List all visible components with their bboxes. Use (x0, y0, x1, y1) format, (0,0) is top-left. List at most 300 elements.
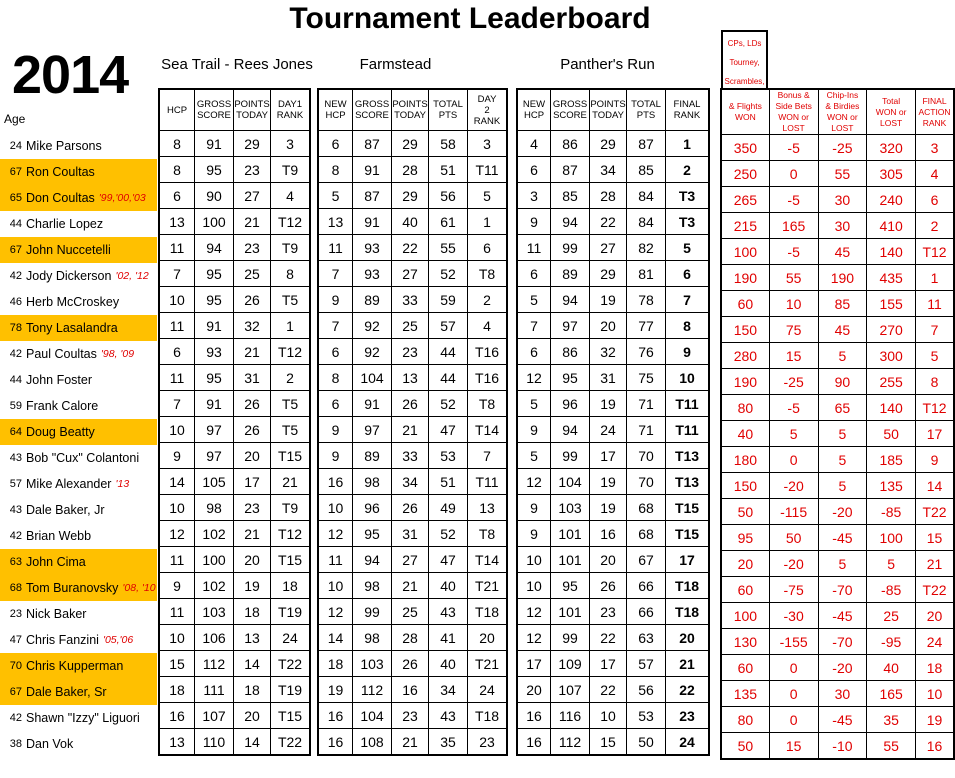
cell-d3-gross: 95 (551, 365, 590, 391)
cell-d3-points: 10 (590, 703, 627, 729)
money-row (721, 577, 954, 603)
cell-d2-gross: 92 (353, 339, 392, 365)
player-name: Chris Fanzini (26, 633, 99, 647)
cell-d3-gross: 101 (551, 547, 590, 573)
cell-d1-hcp: 10 (159, 287, 195, 313)
money-cps-header-ext (721, 30, 768, 88)
cell-d3-gross: 94 (551, 209, 590, 235)
age-column-label: Age (4, 112, 26, 126)
cell-d2-total: 58 (429, 131, 468, 157)
cell-d2-hcp: 9 (318, 417, 353, 443)
d3-gross-header: GROSS SCORE (551, 89, 590, 131)
cell-d3-points: 20 (590, 313, 627, 339)
cell-d2-hcp: 13 (318, 209, 353, 235)
cell-d1-points: 14 (234, 729, 271, 756)
score-row (517, 183, 709, 209)
cell-money-bonus: 75 (769, 317, 818, 343)
cell-d1-hcp: 13 (159, 729, 195, 756)
cell-d2-points: 26 (392, 391, 429, 417)
cell-d2-points: 29 (392, 183, 429, 209)
player-age: 44 (9, 374, 22, 386)
cell-d3-hcp: 12 (517, 599, 551, 625)
player-age: 23 (9, 608, 22, 620)
cell-money-final: 16 (916, 733, 954, 760)
score-row (517, 521, 709, 547)
cell-money-total: 25 (867, 603, 916, 629)
d1-gross-header: GROSS SCORE (195, 89, 234, 131)
cell-money-total: 50 (867, 421, 916, 447)
player-row (0, 523, 157, 549)
cell-d2-rank: 5 (468, 183, 508, 209)
cell-d2-rank: 7 (468, 443, 508, 469)
player-row (0, 133, 157, 159)
player-age: 42 (9, 348, 22, 360)
score-row (318, 131, 507, 157)
cell-d1-gross: 112 (195, 651, 234, 677)
money-row (721, 525, 954, 551)
cell-d2-gross: 98 (353, 469, 392, 495)
cell-money-chip: 5 (818, 447, 867, 473)
cell-money-chip: 190 (818, 265, 867, 291)
score-row (159, 287, 310, 313)
money-row (721, 135, 954, 161)
score-row (318, 599, 507, 625)
cell-money-total: 270 (867, 317, 916, 343)
cell-money-total: 140 (867, 395, 916, 421)
cell-money-final: 11 (916, 291, 954, 317)
player-name: Dale Baker, Sr (26, 685, 107, 699)
cell-d3-total: 87 (627, 131, 666, 157)
cell-money-final: 5 (916, 343, 954, 369)
cell-d1-gross: 90 (195, 183, 234, 209)
cell-money-chip: 30 (818, 213, 867, 239)
cell-d3-hcp: 5 (517, 287, 551, 313)
score-row (318, 625, 507, 651)
cell-d1-hcp: 15 (159, 651, 195, 677)
score-row (318, 677, 507, 703)
cell-d2-rank: T21 (468, 573, 508, 599)
player-name: Brian Webb (26, 529, 92, 543)
cell-d3-points: 19 (590, 495, 627, 521)
cell-d2-rank: T16 (468, 339, 508, 365)
cell-d1-rank: T19 (271, 599, 311, 625)
cell-d2-hcp: 6 (318, 131, 353, 157)
player-age: 42 (9, 270, 22, 282)
score-row (318, 209, 507, 235)
cell-d1-gross: 107 (195, 703, 234, 729)
cell-d1-hcp: 11 (159, 365, 195, 391)
day1-table (158, 88, 311, 756)
cell-d2-gross: 89 (353, 443, 392, 469)
cell-d2-points: 21 (392, 573, 429, 599)
cell-d3-points: 23 (590, 599, 627, 625)
player-age: 46 (9, 296, 22, 308)
cell-money-final: 24 (916, 629, 954, 655)
player-name: Chris Kupperman (26, 659, 124, 673)
cell-d3-rank: T15 (666, 495, 710, 521)
score-row (159, 183, 310, 209)
player-name: John Cima (26, 555, 86, 569)
score-row (159, 521, 310, 547)
cell-d2-hcp: 16 (318, 703, 353, 729)
player-name: Mike Parsons (26, 139, 102, 153)
score-row (159, 599, 310, 625)
score-row (318, 443, 507, 469)
score-row (318, 417, 507, 443)
cell-d2-total: 35 (429, 729, 468, 756)
cell-money-bonus: 15 (769, 733, 818, 760)
cell-d3-points: 15 (590, 729, 627, 756)
score-row (517, 495, 709, 521)
cell-d1-gross: 97 (195, 417, 234, 443)
cell-d2-points: 34 (392, 469, 429, 495)
player-row (0, 315, 157, 341)
cell-d2-total: 40 (429, 651, 468, 677)
cell-money-chip: 45 (818, 317, 867, 343)
cell-money-final: T22 (916, 577, 954, 603)
cell-d1-gross: 95 (195, 365, 234, 391)
player-age: 65 (9, 192, 22, 204)
cell-money-bonus: -5 (769, 395, 818, 421)
score-row (318, 703, 507, 729)
cell-d2-gross: 99 (353, 599, 392, 625)
score-row (517, 313, 709, 339)
cell-d3-total: 57 (627, 651, 666, 677)
player-name: Dale Baker, Jr (26, 503, 105, 517)
cell-money-cps: 50 (721, 733, 769, 760)
cell-d2-gross: 98 (353, 625, 392, 651)
cell-d3-hcp: 7 (517, 313, 551, 339)
cell-money-final: 6 (916, 187, 954, 213)
player-age: 42 (9, 712, 22, 724)
player-row (0, 341, 157, 367)
cell-d2-total: 44 (429, 339, 468, 365)
cell-d2-points: 27 (392, 547, 429, 573)
money-row (721, 421, 954, 447)
money-cps-header: & Flights WON (721, 89, 769, 135)
score-row (517, 547, 709, 573)
cell-d3-rank: 2 (666, 157, 710, 183)
cell-money-bonus: -25 (769, 369, 818, 395)
cell-d1-rank: T22 (271, 729, 311, 756)
cell-money-bonus: 0 (769, 161, 818, 187)
money-row (721, 551, 954, 577)
player-past-wins: '13 (115, 478, 130, 490)
player-name: Dan Vok (26, 737, 74, 751)
cell-d2-gross: 96 (353, 495, 392, 521)
cell-money-cps: 280 (721, 343, 769, 369)
cell-d1-points: 18 (234, 677, 271, 703)
player-row (0, 705, 157, 731)
score-row (318, 469, 507, 495)
cell-d1-rank: T9 (271, 495, 311, 521)
cell-d3-hcp: 6 (517, 261, 551, 287)
cell-d1-points: 21 (234, 209, 271, 235)
cell-d3-hcp: 10 (517, 573, 551, 599)
cell-money-total: 240 (867, 187, 916, 213)
score-row (159, 157, 310, 183)
cell-money-cps: 80 (721, 707, 769, 733)
cell-d1-gross: 105 (195, 469, 234, 495)
cell-d2-rank: T8 (468, 391, 508, 417)
cell-d2-points: 27 (392, 261, 429, 287)
cell-d1-points: 27 (234, 183, 271, 209)
cell-money-cps: 20 (721, 551, 769, 577)
cell-d2-rank: T8 (468, 521, 508, 547)
cell-d3-points: 31 (590, 365, 627, 391)
cell-d1-points: 26 (234, 287, 271, 313)
cell-d2-points: 25 (392, 313, 429, 339)
cell-d1-hcp: 9 (159, 443, 195, 469)
score-row (517, 131, 709, 157)
money-row (721, 291, 954, 317)
cell-money-final: 4 (916, 161, 954, 187)
cell-d3-gross: 104 (551, 469, 590, 495)
d1-rank-header: DAY1 RANK (271, 89, 311, 131)
cell-d1-hcp: 10 (159, 417, 195, 443)
cell-money-bonus: -115 (769, 499, 818, 525)
cell-d2-total: 61 (429, 209, 468, 235)
player-row (0, 445, 157, 471)
player-age: 24 (9, 140, 22, 152)
cell-d3-gross: 86 (551, 131, 590, 157)
cell-d3-total: 85 (627, 157, 666, 183)
cell-d2-total: 55 (429, 235, 468, 261)
cell-d3-hcp: 3 (517, 183, 551, 209)
cell-money-total: 305 (867, 161, 916, 187)
cell-d3-points: 20 (590, 547, 627, 573)
cell-d1-rank: T12 (271, 339, 311, 365)
cell-d2-total: 47 (429, 417, 468, 443)
cell-d3-points: 29 (590, 131, 627, 157)
cell-d3-gross: 101 (551, 521, 590, 547)
cell-money-total: 185 (867, 447, 916, 473)
money-row (721, 369, 954, 395)
cell-money-cps: 95 (721, 525, 769, 551)
score-row (517, 287, 709, 313)
cell-d2-gross: 108 (353, 729, 392, 756)
player-age: 47 (9, 634, 22, 646)
score-row (318, 573, 507, 599)
score-row (159, 417, 310, 443)
cell-d1-rank: T5 (271, 391, 311, 417)
player-age: 67 (9, 686, 22, 698)
cell-money-total: 35 (867, 707, 916, 733)
cell-d2-hcp: 7 (318, 261, 353, 287)
player-name: Herb McCroskey (26, 295, 120, 309)
cell-d1-points: 23 (234, 235, 271, 261)
cell-money-cps: 100 (721, 239, 769, 265)
cell-d3-gross: 99 (551, 625, 590, 651)
cell-money-chip: -20 (818, 499, 867, 525)
player-name: Jody Dickerson (26, 269, 112, 283)
money-row (721, 187, 954, 213)
cell-d2-total: 51 (429, 469, 468, 495)
d3-total-header: TOTAL PTS (627, 89, 666, 131)
cell-d3-gross: 112 (551, 729, 590, 756)
player-name: John Foster (26, 373, 93, 387)
cell-money-chip: 5 (818, 473, 867, 499)
cell-d2-points: 23 (392, 339, 429, 365)
cell-d1-rank: T9 (271, 235, 311, 261)
player-row (0, 159, 157, 185)
cell-d1-points: 32 (234, 313, 271, 339)
cell-d3-hcp: 4 (517, 131, 551, 157)
player-name: Mike Alexander (26, 477, 112, 491)
cell-money-total: 410 (867, 213, 916, 239)
cell-d3-rank: 23 (666, 703, 710, 729)
cell-d2-rank: T14 (468, 547, 508, 573)
cell-d3-points: 22 (590, 677, 627, 703)
cell-d1-rank: T15 (271, 443, 311, 469)
score-row (159, 703, 310, 729)
money-row (721, 681, 954, 707)
player-row (0, 263, 157, 289)
cell-d1-hcp: 6 (159, 339, 195, 365)
cell-d1-gross: 100 (195, 209, 234, 235)
cell-d2-hcp: 12 (318, 599, 353, 625)
player-row (0, 627, 157, 653)
cell-d2-rank: 13 (468, 495, 508, 521)
cell-d3-rank: 20 (666, 625, 710, 651)
cell-money-chip: -70 (818, 629, 867, 655)
cell-d3-hcp: 9 (517, 417, 551, 443)
cell-d3-total: 75 (627, 365, 666, 391)
cell-d2-total: 57 (429, 313, 468, 339)
cell-money-final: 20 (916, 603, 954, 629)
cell-d2-total: 43 (429, 703, 468, 729)
cell-money-cps: 250 (721, 161, 769, 187)
cell-money-total: -95 (867, 629, 916, 655)
cell-money-chip: 5 (818, 343, 867, 369)
cell-d1-hcp: 13 (159, 209, 195, 235)
cell-d3-rank: T11 (666, 417, 710, 443)
score-row (159, 235, 310, 261)
cell-money-final: T22 (916, 499, 954, 525)
cell-d1-rank: T19 (271, 677, 311, 703)
cell-d1-rank: 21 (271, 469, 311, 495)
player-age: 67 (9, 244, 22, 256)
cell-d2-hcp: 16 (318, 729, 353, 756)
cell-d3-gross: 89 (551, 261, 590, 287)
cell-money-total: 300 (867, 343, 916, 369)
cell-money-final: 2 (916, 213, 954, 239)
cell-d1-rank: T15 (271, 547, 311, 573)
player-age: 68 (9, 582, 22, 594)
cell-d3-points: 19 (590, 469, 627, 495)
money-table (720, 88, 955, 760)
cell-money-chip: 90 (818, 369, 867, 395)
score-row (318, 287, 507, 313)
cell-d1-rank: 3 (271, 131, 311, 157)
score-row (318, 547, 507, 573)
cell-d3-gross: 99 (551, 443, 590, 469)
cell-d3-points: 26 (590, 573, 627, 599)
player-age: 44 (9, 218, 22, 230)
cell-d1-points: 31 (234, 365, 271, 391)
cell-d1-points: 17 (234, 469, 271, 495)
cell-money-bonus: 0 (769, 655, 818, 681)
player-name: Doug Beatty (26, 425, 95, 439)
cell-d3-gross: 103 (551, 495, 590, 521)
cell-d2-total: 40 (429, 573, 468, 599)
cell-d1-points: 23 (234, 495, 271, 521)
cell-d1-hcp: 8 (159, 131, 195, 157)
cell-d2-gross: 112 (353, 677, 392, 703)
cell-money-bonus: -20 (769, 473, 818, 499)
cell-d1-gross: 95 (195, 287, 234, 313)
cell-d2-rank: 3 (468, 131, 508, 157)
cell-d2-points: 28 (392, 157, 429, 183)
cell-money-bonus: -5 (769, 187, 818, 213)
cell-d2-total: 43 (429, 599, 468, 625)
cell-d2-hcp: 9 (318, 287, 353, 313)
score-row (318, 313, 507, 339)
score-row (159, 209, 310, 235)
score-row (318, 521, 507, 547)
cell-d1-gross: 93 (195, 339, 234, 365)
cell-d3-total: 78 (627, 287, 666, 313)
cell-d3-rank: 1 (666, 131, 710, 157)
cell-d1-hcp: 10 (159, 625, 195, 651)
cell-d3-hcp: 5 (517, 391, 551, 417)
cell-money-bonus: -155 (769, 629, 818, 655)
cell-d3-rank: T11 (666, 391, 710, 417)
cell-d3-points: 17 (590, 443, 627, 469)
cell-money-cps: 50 (721, 499, 769, 525)
money-row (721, 629, 954, 655)
cell-d3-hcp: 12 (517, 365, 551, 391)
cell-money-final: 9 (916, 447, 954, 473)
cell-d2-gross: 103 (353, 651, 392, 677)
cell-money-cps: 60 (721, 291, 769, 317)
cell-money-bonus: 55 (769, 265, 818, 291)
cell-d2-hcp: 10 (318, 495, 353, 521)
cell-money-bonus: 0 (769, 681, 818, 707)
cell-d1-rank: T5 (271, 417, 311, 443)
money-row (721, 343, 954, 369)
cell-d2-rank: 2 (468, 287, 508, 313)
cell-money-chip: 45 (818, 239, 867, 265)
course-name-day3: Panther's Run (560, 56, 655, 73)
cell-d3-hcp: 17 (517, 651, 551, 677)
cell-d2-rank: T18 (468, 703, 508, 729)
cell-d3-rank: T3 (666, 183, 710, 209)
cell-d3-gross: 116 (551, 703, 590, 729)
cell-d1-gross: 102 (195, 573, 234, 599)
player-row (0, 549, 157, 575)
cell-d3-gross: 107 (551, 677, 590, 703)
cell-d2-total: 52 (429, 521, 468, 547)
cell-money-cps: 265 (721, 187, 769, 213)
score-row (517, 157, 709, 183)
player-row (0, 289, 157, 315)
cell-d1-gross: 97 (195, 443, 234, 469)
cell-money-total: 100 (867, 525, 916, 551)
score-row (517, 235, 709, 261)
cell-d2-gross: 87 (353, 131, 392, 157)
cell-d1-hcp: 11 (159, 547, 195, 573)
cell-d2-gross: 89 (353, 287, 392, 313)
cell-d2-rank: T11 (468, 469, 508, 495)
cell-d2-hcp: 7 (318, 313, 353, 339)
page-title: Tournament Leaderboard (289, 2, 651, 35)
cell-d1-gross: 100 (195, 547, 234, 573)
cell-d2-hcp: 9 (318, 443, 353, 469)
cell-d1-gross: 111 (195, 677, 234, 703)
score-row (517, 729, 709, 756)
cell-d2-points: 21 (392, 729, 429, 756)
